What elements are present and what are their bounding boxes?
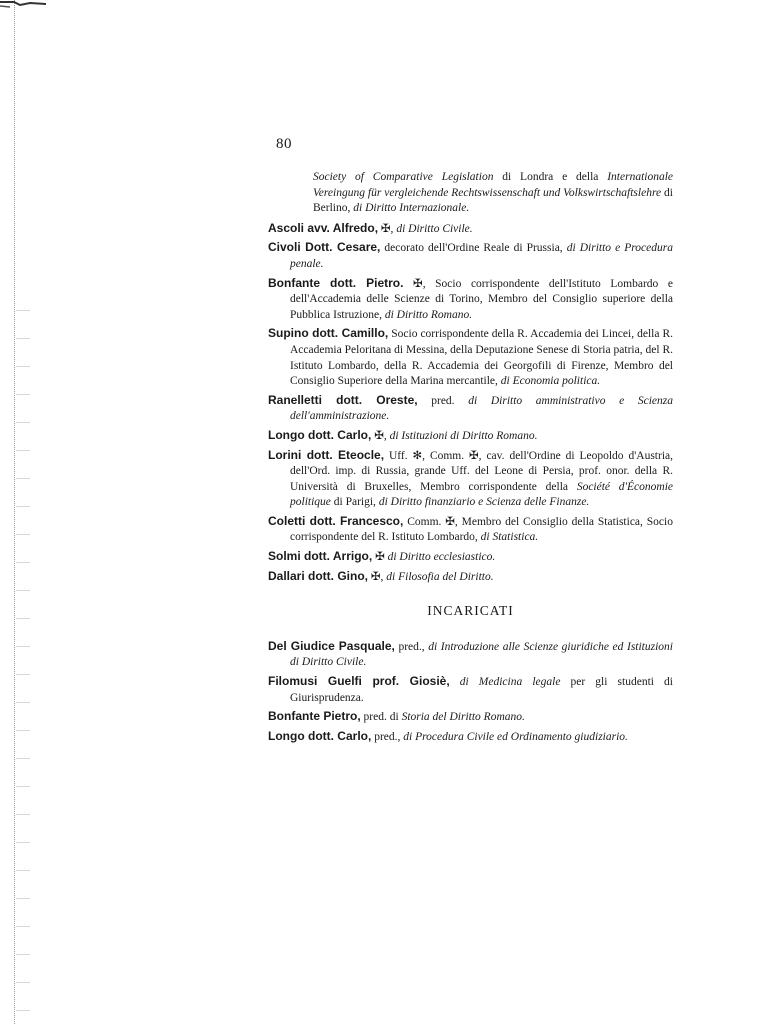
intro-society-name: Society of Comparative Legislation [313,171,494,183]
entry-subject: di Diritto Civile. [396,222,473,235]
entry-subject: Storia del Diritto Romano. [401,711,525,724]
list-item [268,240,673,272]
page-left-edge [0,0,15,1024]
entry-details: Uff. ✻, Comm. ✠, cav. dell'Ordine di Leopoldo d'Austria, dell'Ord. imp. di Russia, grande Uff. del Leone di Persia, prof. onor. della R. Università di Bruxelles, Membro corrispondente della [290,449,673,493]
intro-subject: di Diritto Internazionale. [353,202,470,215]
professor-list [268,221,673,585]
entry-details: pred., [394,640,429,653]
list-item [268,276,673,324]
entry-subject: di Diritto e Procedura penale. [290,242,673,270]
entry-details: ✠, Socio corrispondente dell'Istituto Lombardo e dell'Accademia delle Scienze di Torino, Membro del Consiglio superiore della Pubblica Istruzione, [290,277,674,321]
entry-subject: di Diritto Romano. [384,308,473,321]
entry-subject: di Statistica. [480,531,539,544]
entry-name: Longo dott. Carlo, [268,728,372,743]
corner-scan-mark [0,0,48,14]
list-item [268,729,673,746]
entry-name: Supino dott. Camillo, [268,326,389,341]
entry-subject: di Istituzioni di Diritto Romano. [389,429,538,442]
entry-name: Del Giudice Pasquale, [268,638,395,653]
list-item [268,514,673,546]
entry-details: ✠ [372,551,388,564]
list-item [268,326,673,389]
entry-name: Bonfante Pietro, [268,709,361,724]
entry-name: Ascoli avv. Alfredo, [268,220,379,235]
intro-city: di Berlino, [313,186,673,215]
entry-name: Dallari dott. Gino, [268,568,369,583]
entry-details: ✠, [371,429,390,442]
incaricati-list [268,639,673,746]
intro-paragraph [268,170,673,217]
entry-subject: di Procedura Civile ed Ordinamento giudiziario. [403,730,628,743]
entry-details: pred., [371,730,404,743]
list-item [268,549,673,566]
entry-subject: di Economia politica. [500,375,601,388]
entry-name: Bonfante dott. Pietro. [268,275,404,290]
entry-details: Socio corrispondente della R. Accademia dei Lincei, della R. Accademia Peloritana di Messina, della Deputazione Senese di Storia patria, del R. Istituto Lombardo, della R. Accademia dei Georgofili di Firenze, Membro del Consiglio Superiore della Marina mercantile, [290,328,673,388]
entry-name: Filomusi Guelfi prof. Giosiè, [268,674,450,689]
entry-details: pred. [417,394,469,407]
edge-dots [16,300,30,1020]
entry-details: ✠, [368,570,387,583]
entry-name: Civoli Dott. Cesare, [268,240,381,255]
entry-details: ✠, [378,222,397,235]
entry-subject: di Diritto finanziario e Scienza delle Finanze. [378,496,590,509]
entry-details-audience: per gli studenti di Giurisprudenza. [290,676,673,704]
entry-name: Solmi dott. Arrigo, [268,549,373,564]
intro-connector: di Londra e della [493,171,608,183]
list-item [268,709,673,726]
entry-subject: di Medicina legale [459,676,561,689]
page-number: 80 [276,136,292,152]
list-item [268,448,673,511]
entry-subject: di Diritto ecclesiastico. [387,551,496,564]
list-item [268,674,673,706]
entry-name: Coletti dott. Francesco, [268,513,404,528]
list-item [268,639,673,671]
entry-subject: di Diritto amministrativo e Scienza dell'amministrazione. [290,394,673,423]
list-item [268,569,673,586]
page-content [268,170,673,748]
entry-subject: di Filosofia del Diritto. [386,570,494,583]
list-item [268,428,673,445]
entry-name: Ranelletti dott. Oreste, [268,392,418,407]
section-heading-incaricati: INCARICATI [427,603,514,619]
entry-subject: di Introduzione alle Scienze giuridiche ed Istituzioni di Diritto Civile. [290,640,673,669]
intro-vereinigung-name: Internationale Vereingung für vergleichende Rechtswissenschaft und Volkswirtschaftslehre [313,171,674,199]
entry-society: Société d'Économie politique [290,480,673,509]
entry-details: decorato dell'Ordine Reale di Prussia, [380,242,567,255]
entry-name: Longo dott. Carlo, [268,427,372,442]
list-item [268,221,673,238]
entry-details: Comm. ✠, Membro del Consiglio della Statistica, Socio corrispondente del R. Istituto Lombardo, [290,515,673,544]
entry-details-city: di Parigi, [330,496,379,509]
entry-name: Lorini dott. Eteocle, [268,447,385,462]
list-item [268,393,673,425]
entry-details: pred. di [360,711,402,724]
entry-details [450,676,460,688]
